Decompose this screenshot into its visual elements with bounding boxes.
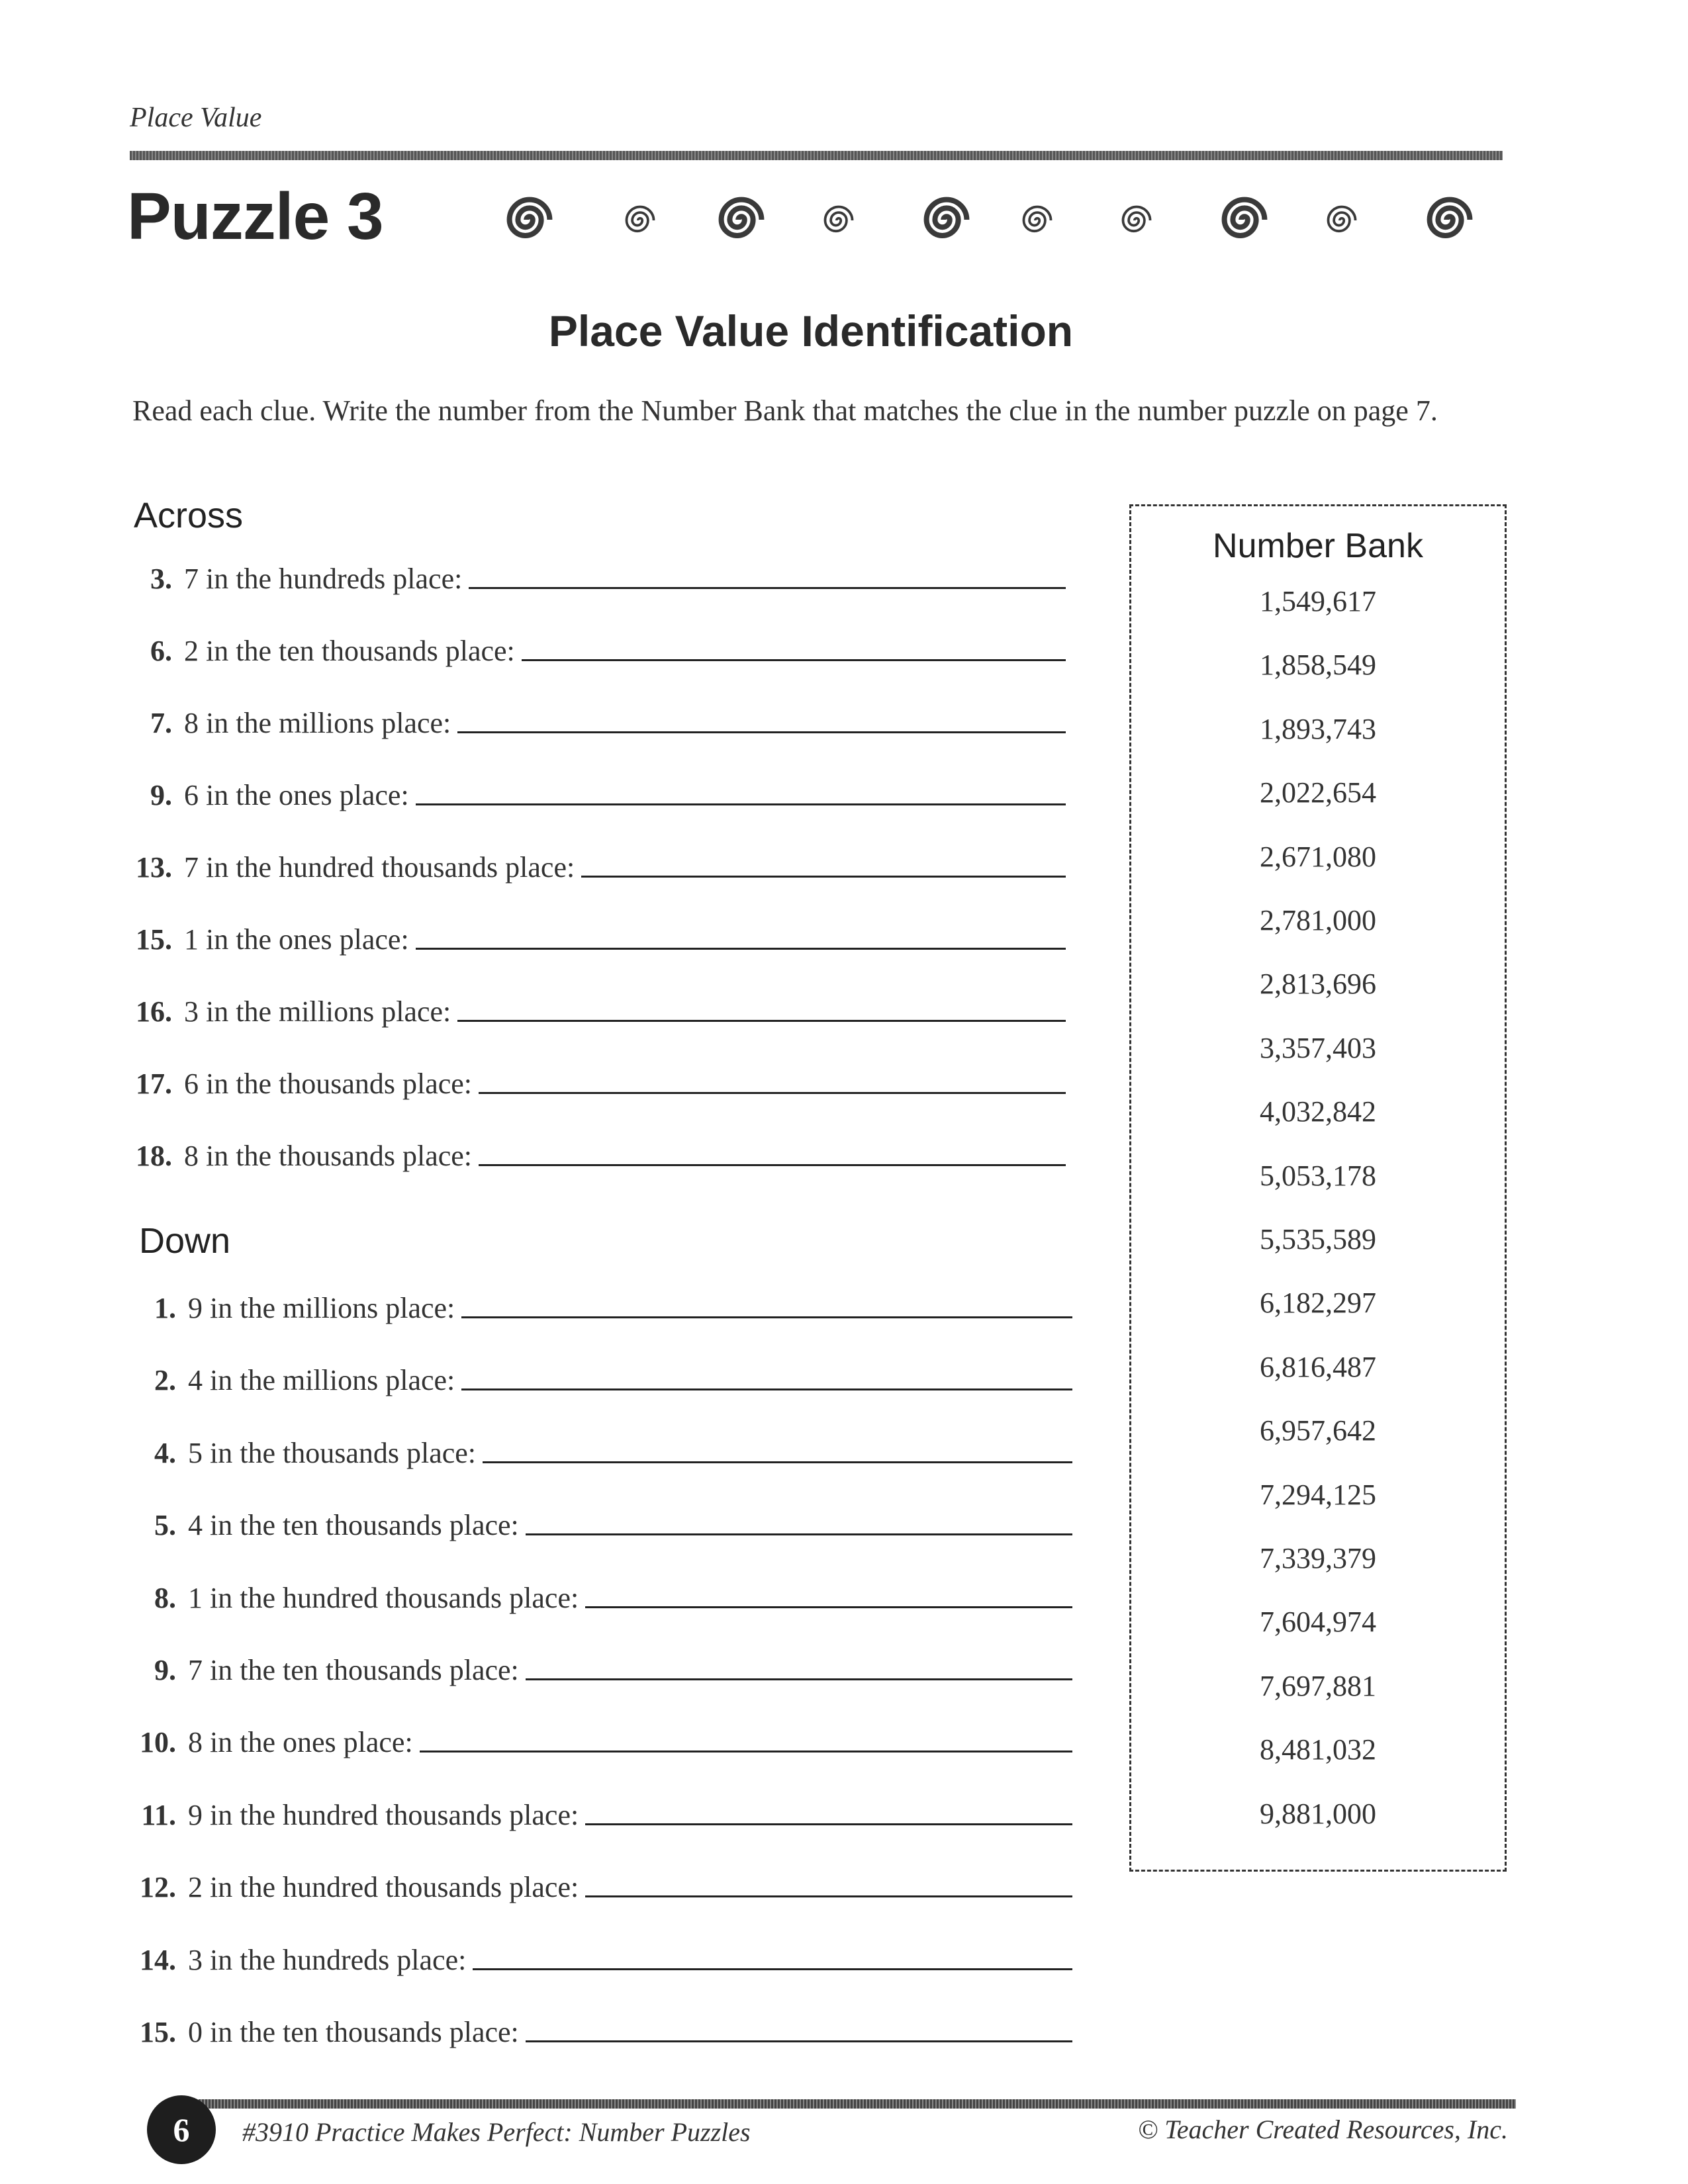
answer-line[interactable]	[457, 731, 1066, 733]
clue-number: 9.	[150, 779, 172, 811]
number-bank-value: 3,357,403	[1260, 1032, 1376, 1064]
clue-number: 8.	[154, 1582, 176, 1614]
answer-line[interactable]	[457, 1020, 1066, 1022]
footer-publisher: © Teacher Created Resources, Inc.	[1137, 2115, 1508, 2144]
spiral-icon	[622, 203, 658, 238]
clue-number: 1.	[154, 1292, 176, 1324]
spiral-icon	[1019, 203, 1055, 238]
clue-number: 9.	[154, 1654, 176, 1686]
number-bank-value: 2,781,000	[1260, 904, 1376, 936]
answer-line[interactable]	[461, 1388, 1072, 1390]
number-bank-value: 9,881,000	[1260, 1797, 1376, 1830]
clue-number: 17.	[136, 1068, 172, 1100]
number-bank-value: 5,535,589	[1260, 1223, 1376, 1255]
across-clue	[93, 700, 1066, 740]
clue-number: 16.	[136, 995, 172, 1028]
down-clue	[97, 1502, 1072, 1542]
clue-text: 8 in the thousands place:	[184, 1140, 473, 1172]
clue-number: 11.	[141, 1799, 176, 1831]
clue-number: 4.	[154, 1437, 176, 1469]
number-bank-value: 7,339,379	[1260, 1542, 1376, 1574]
answer-line[interactable]	[585, 1895, 1072, 1897]
answer-line[interactable]	[526, 1533, 1072, 1535]
clue-text: 8 in the ones place:	[188, 1726, 413, 1758]
across-clue	[93, 844, 1066, 884]
number-bank-value: 2,671,080	[1260, 841, 1376, 873]
number-bank-value: 6,957,642	[1260, 1414, 1376, 1447]
across-clue	[93, 556, 1066, 596]
clue-number: 18.	[136, 1140, 172, 1172]
answer-line[interactable]	[473, 1968, 1072, 1970]
spiral-shell-icon	[1218, 193, 1271, 246]
clue-number: 14.	[140, 1944, 176, 1976]
answer-line[interactable]	[585, 1606, 1072, 1608]
spiral-icon	[821, 203, 857, 238]
across-heading: Across	[134, 496, 244, 535]
clue-number: 12.	[140, 1871, 176, 1903]
down-clue	[97, 1285, 1072, 1325]
spiral-shell-icon	[920, 193, 973, 246]
number-bank-value: 1,858,549	[1260, 649, 1376, 681]
clue-text: 9 in the millions place:	[188, 1292, 455, 1324]
across-clue	[93, 917, 1066, 956]
number-bank-title: Number Bank	[1213, 527, 1423, 565]
page-number-badge: 6	[147, 2095, 216, 2164]
clue-number: 10.	[140, 1726, 176, 1758]
clue-number: 15.	[136, 923, 172, 956]
down-clue	[97, 1647, 1072, 1687]
clue-number: 2.	[154, 1364, 176, 1396]
answer-line[interactable]	[416, 803, 1066, 805]
clue-text: 0 in the ten thousands place:	[188, 2016, 519, 2048]
page-title: Place Value Identification	[548, 306, 1074, 355]
clue-number: 13.	[136, 851, 172, 884]
puzzle-title: Puzzle 3	[127, 179, 383, 253]
section-label: Place Value	[130, 103, 262, 133]
across-clue	[93, 1133, 1066, 1173]
clue-text: 2 in the ten thousands place:	[184, 635, 515, 667]
number-bank	[1129, 504, 1507, 1872]
number-bank-value: 2,022,654	[1260, 776, 1376, 809]
answer-line[interactable]	[581, 876, 1066, 878]
number-bank-value: 5,053,178	[1260, 1160, 1376, 1192]
down-clue	[97, 1430, 1072, 1470]
clue-text: 9 in the hundred thousands place:	[188, 1799, 579, 1831]
clue-text: 3 in the millions place:	[184, 995, 451, 1028]
across-clue	[93, 989, 1066, 1028]
number-bank-value: 4,032,842	[1260, 1095, 1376, 1128]
clue-number: 6.	[150, 635, 172, 667]
answer-line[interactable]	[479, 1164, 1066, 1166]
answer-line[interactable]	[416, 948, 1066, 950]
clue-number: 15.	[140, 2016, 176, 2048]
clue-number: 5.	[154, 1509, 176, 1541]
down-clue	[97, 1792, 1072, 1832]
number-bank-value: 6,816,487	[1260, 1351, 1376, 1383]
answer-line[interactable]	[461, 1316, 1072, 1318]
clue-text: 6 in the thousands place:	[184, 1068, 473, 1100]
spiral-shell-icon	[503, 193, 556, 246]
number-bank-value: 7,697,881	[1260, 1670, 1376, 1702]
number-bank-value: 1,549,617	[1260, 585, 1376, 617]
down-clue	[97, 1864, 1072, 1904]
clue-text: 1 in the ones place:	[184, 923, 409, 956]
clue-text: 8 in the millions place:	[184, 707, 451, 739]
number-bank-value: 2,813,696	[1260, 968, 1376, 1000]
across-clue	[93, 628, 1066, 668]
answer-line[interactable]	[420, 1751, 1072, 1752]
clue-text: 5 in the thousands place:	[188, 1437, 477, 1469]
clue-text: 2 in the hundred thousands place:	[188, 1871, 579, 1903]
ornament-row	[503, 189, 1496, 249]
number-bank-value: 6,182,297	[1260, 1287, 1376, 1319]
clue-text: 6 in the ones place:	[184, 779, 409, 811]
answer-line[interactable]	[483, 1461, 1072, 1463]
footer-book-title: #3910 Practice Makes Perfect: Number Puzzles	[242, 2117, 751, 2147]
number-bank-value: 7,604,974	[1260, 1606, 1376, 1638]
clue-text: 7 in the ten thousands place:	[188, 1654, 519, 1686]
answer-line[interactable]	[526, 2040, 1072, 2042]
down-heading: Down	[139, 1221, 231, 1261]
answer-line[interactable]	[526, 1678, 1072, 1680]
spiral-shell-icon	[715, 193, 768, 246]
top-rule	[130, 151, 1503, 160]
down-clue	[97, 1719, 1072, 1759]
down-clue	[97, 1357, 1072, 1397]
clue-text: 4 in the ten thousands place:	[188, 1509, 519, 1541]
down-clue	[97, 1937, 1072, 1977]
answer-line[interactable]	[522, 659, 1066, 661]
spiral-icon	[1119, 203, 1154, 238]
number-bank-value: 7,294,125	[1260, 1479, 1376, 1511]
spiral-icon	[1324, 203, 1360, 238]
clue-text: 4 in the millions place:	[188, 1364, 455, 1396]
clue-text: 7 in the hundred thousands place:	[184, 851, 575, 884]
answer-line[interactable]	[479, 1092, 1066, 1094]
answer-line[interactable]	[469, 587, 1066, 589]
number-bank-value: 1,893,743	[1260, 713, 1376, 745]
down-clue	[97, 2009, 1072, 2049]
clue-text: 3 in the hundreds place:	[188, 1944, 467, 1976]
clue-number: 3.	[150, 563, 172, 595]
bottom-rule	[199, 2099, 1516, 2109]
clue-text: 1 in the hundred thousands place:	[188, 1582, 579, 1614]
clue-text: 7 in the hundreds place:	[184, 563, 463, 595]
across-clue	[93, 1061, 1066, 1101]
instructions: Read each clue. Write the number from the Number Bank that matches the clue in the number puzzle on page 7.	[132, 394, 1438, 427]
answer-line[interactable]	[585, 1823, 1072, 1825]
number-bank-value: 8,481,032	[1260, 1733, 1376, 1766]
spiral-shell-icon	[1423, 193, 1476, 246]
across-clue	[93, 772, 1066, 812]
clue-number: 7.	[150, 707, 172, 739]
down-clue	[97, 1575, 1072, 1615]
